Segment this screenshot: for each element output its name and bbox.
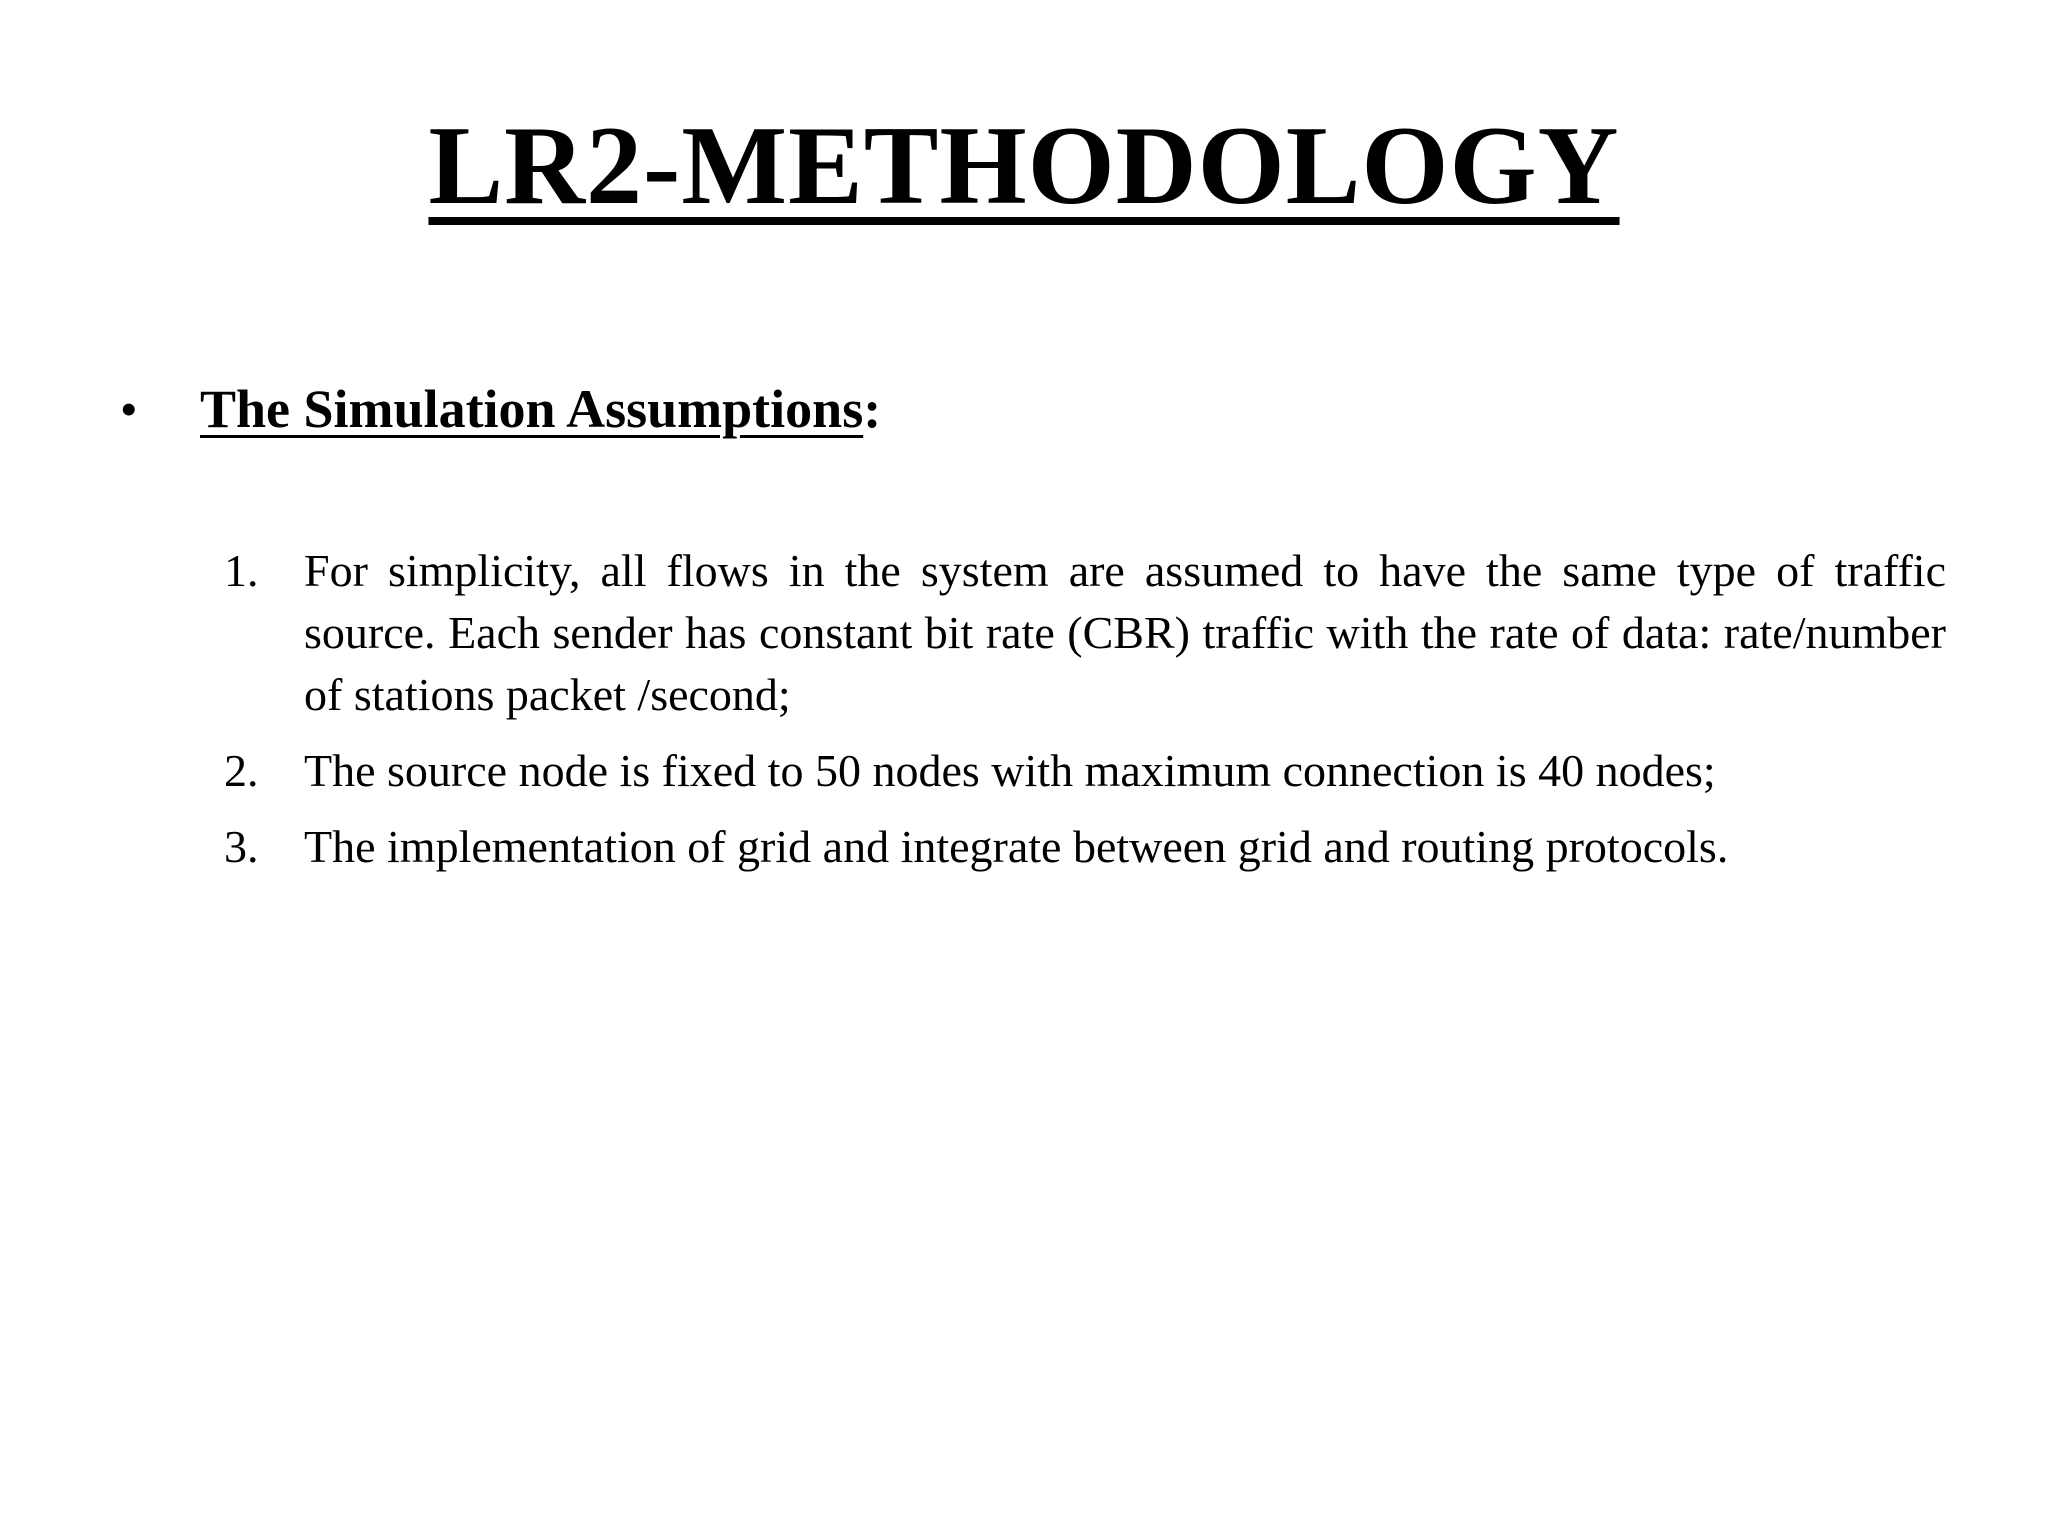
list-item-text: For simplicity, all flows in the system are assumed to have the same type of traffic source. Each sender has constant bit rate (CBR) traffic with the rate of data: rate/number of stations packet /second; [304,545,1946,720]
list-item-number: 3. [224,821,259,872]
list-item [224,540,1946,726]
list-item-number: 1. [224,545,259,596]
section-heading-colon: : [863,379,882,439]
list-item-text: The source node is fixed to 50 nodes with maximum connection is 40 nodes; [304,745,1716,796]
slide-title [0,96,2048,236]
list-item [224,816,1946,878]
list-item-number: 2. [224,745,259,796]
slide-title-text: LR2-METHODOLOGY [428,104,1620,228]
section-bullet-item [120,374,881,444]
bullet-icon: • [120,381,138,437]
list-item [224,740,1946,802]
list-item-text: The implementation of grid and integrate between grid and routing protocols. [304,821,1729,872]
assumption-list [224,540,1946,892]
section-heading [200,378,881,440]
section-heading-text: The Simulation Assumptions [200,379,864,439]
